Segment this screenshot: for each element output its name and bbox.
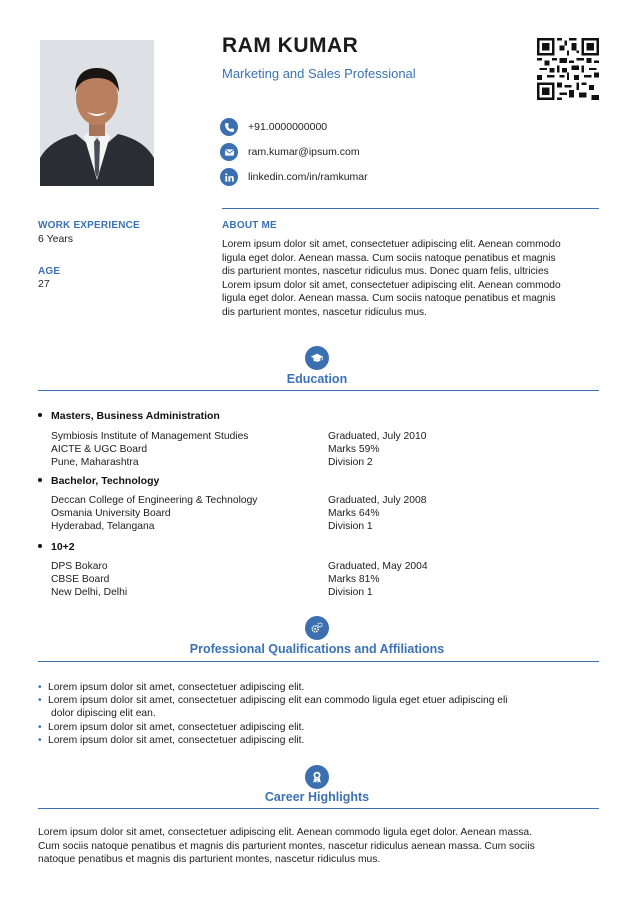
marks: Marks 64%	[328, 508, 380, 519]
career-title: Career Highlights	[264, 790, 370, 804]
linkedin-icon	[220, 168, 238, 186]
contact-phone	[220, 118, 327, 136]
location: New Delhi, Delhi	[51, 587, 128, 598]
about-text	[222, 238, 604, 320]
gears-icon	[305, 616, 329, 640]
contact-email	[220, 143, 360, 161]
item-text: Lorem ipsum dolor sit amet, consectetuer adipiscing elit.	[48, 682, 305, 693]
degree-name: Masters, Business Administration	[51, 410, 220, 422]
degree-title	[38, 410, 220, 422]
list-item	[38, 694, 608, 707]
contact-linkedin	[220, 168, 368, 186]
degree-title	[38, 475, 159, 487]
list-item	[38, 734, 608, 747]
header-divider	[222, 208, 599, 209]
about-line: Lorem ipsum dolor sit amet, consectetuer adipiscing elit. Aenean commodo	[222, 279, 561, 291]
institution: Deccan College of Engineering & Technology	[51, 495, 258, 506]
bullet: •	[38, 682, 42, 693]
profile-photo	[40, 40, 154, 186]
qualifications-title: Professional Qualifications and Affiliations	[189, 642, 445, 656]
item-text: Lorem ipsum dolor sit amet, consectetuer adipiscing elit ean commodo ligula eget etuer adipiscing eli	[48, 695, 508, 707]
degree-title	[38, 541, 75, 553]
bullet-dot	[38, 413, 42, 417]
division: Division 1	[328, 587, 373, 598]
email-address: ram.kumar@ipsum.com	[248, 146, 360, 158]
location: Pune, Maharashtra	[51, 457, 139, 468]
person-portrait	[40, 40, 154, 186]
qualifications-divider	[38, 661, 599, 662]
age-value: 27	[38, 278, 50, 290]
career-divider	[38, 808, 599, 809]
age-label: AGE	[38, 266, 61, 277]
qr-code	[537, 38, 599, 100]
candidate-name: RAM KUMAR	[222, 34, 359, 57]
education-divider	[38, 390, 599, 391]
career-line: Cum sociis natoque penatibus et magnis dis parturient montes, nascetur ridiculus aenean massa. Cum sociis	[38, 840, 535, 852]
list-item-continuation: dolor dipiscing elit ean.	[51, 708, 156, 720]
graduated: Graduated, May 2004	[328, 561, 428, 572]
item-text: Lorem ipsum dolor sit amet, consectetuer adipiscing elit.	[48, 721, 305, 733]
about-line: dis parturient montes, nascetur ridiculus mus.	[222, 306, 427, 318]
about-line: dis parturient montes, nascetur ridiculus mus. Donec quam felis, ultricies	[222, 266, 549, 278]
division: Division 1	[328, 521, 373, 532]
career-line: Lorem ipsum dolor sit amet, consectetuer adipiscing elit. Aenean commodo ligula eget dolor. Aenean massa.	[38, 827, 532, 838]
education-title: Education	[286, 372, 348, 386]
bullet-dot	[38, 544, 42, 548]
marks: Marks 81%	[328, 574, 380, 585]
bullet-dot	[38, 478, 42, 482]
location: Hyderabad, Telangana	[51, 521, 155, 532]
qualifications-list	[38, 681, 608, 747]
item-text: Lorem ipsum dolor sit amet, consectetuer adipiscing elit.	[48, 734, 305, 746]
graduation-cap-icon	[305, 346, 329, 370]
career-line: natoque penatibus et magnis dis parturient montes, nascetur ridiculus mus.	[38, 854, 381, 866]
linkedin-url: linkedin.com/in/ramkumar	[248, 171, 368, 183]
work-experience-value: 6 Years	[38, 233, 74, 245]
division: Division 2	[328, 457, 373, 468]
about-label: ABOUT ME	[222, 220, 277, 231]
envelope-icon	[220, 143, 238, 161]
bullet: •	[38, 734, 42, 746]
graduated: Graduated, July 2010	[328, 431, 427, 442]
board: Osmania University Board	[51, 508, 171, 519]
degree-name: Bachelor, Technology	[51, 475, 160, 487]
board: CBSE Board	[51, 574, 110, 585]
graduated: Graduated, July 2008	[328, 495, 427, 506]
list-item	[38, 721, 608, 734]
list-item	[38, 681, 608, 694]
degree-name: 10+2	[51, 541, 75, 553]
about-line: ligula eget dolor. Aenean massa. Cum sociis natoque penatibus et magnis	[222, 293, 556, 305]
institution: Symbiosis Institute of Management Studies	[51, 431, 249, 442]
about-line: ligula eget dolor. Aenean massa. Cum sociis natoque penatibus et magnis	[222, 252, 556, 264]
candidate-title: Marketing and Sales Professional	[222, 66, 416, 81]
phone-icon	[220, 118, 238, 136]
phone-number: +91.0000000000	[248, 121, 328, 133]
award-icon	[305, 765, 329, 789]
bullet: •	[38, 721, 42, 733]
career-text	[38, 826, 604, 867]
work-experience-label: WORK EXPERIENCE	[38, 220, 140, 231]
marks: Marks 59%	[328, 444, 380, 455]
institution: DPS Bokaro	[51, 561, 108, 572]
about-line: Lorem ipsum dolor sit amet, consectetuer adipiscing elit. Aenean commodo	[222, 239, 561, 250]
bullet: •	[38, 695, 42, 707]
board: AICTE & UGC Board	[51, 444, 148, 455]
